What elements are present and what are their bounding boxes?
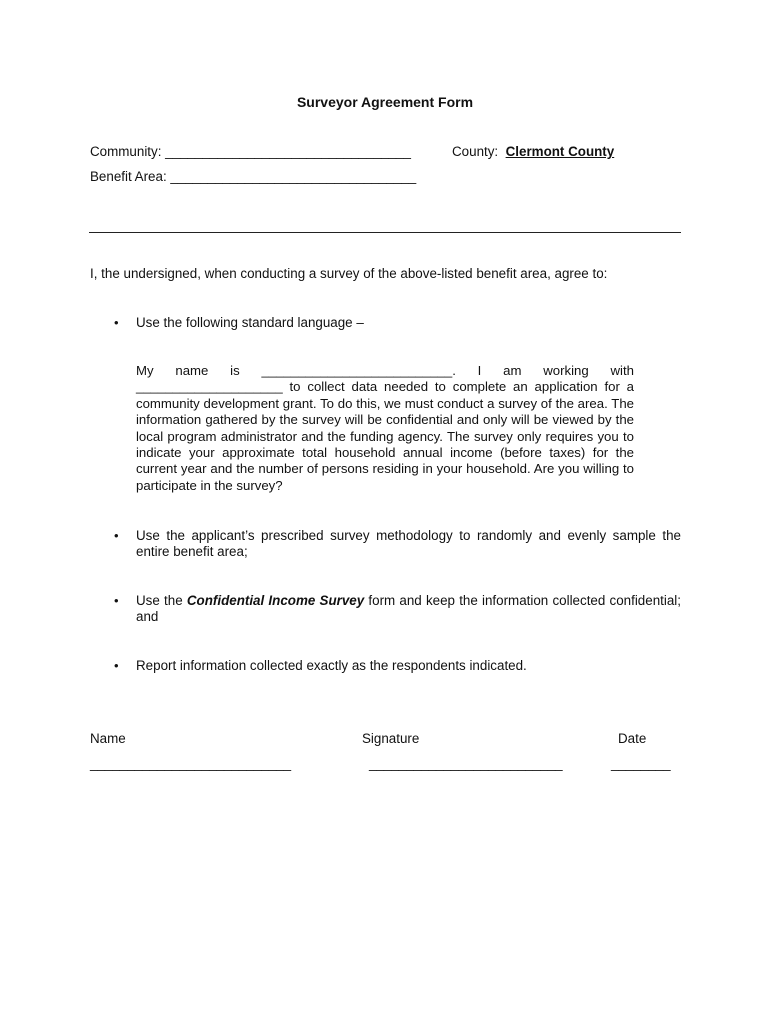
bullet-marker: • bbox=[114, 658, 119, 673]
bullet-methodology: Use the applicant’s prescribed survey methodology to randomly and evenly sample the entire benefit area; bbox=[136, 528, 681, 560]
script-body: ____________________ to collect data needed to complete an application for a community development grant. To do this, we must conduct a survey of the area. The information gathered by the survey will be confidential and only will be viewed by the local program administrator and the funding agency. The survey only requires you to indicate your approximate total household annual income (before taxes) for the current year and the number of persons residing in your household. Are you willing to participate in the survey? bbox=[136, 379, 634, 493]
county-field bbox=[452, 144, 614, 159]
date-line: ________ bbox=[611, 756, 671, 771]
script-first-line: My name is __________________________. I am working with bbox=[136, 363, 634, 378]
bullet-confidential-pre: Use the bbox=[136, 593, 183, 608]
community-blank: _________________________________ bbox=[165, 144, 411, 159]
county-label: County: bbox=[452, 144, 499, 159]
benefit-area-label: Benefit Area: bbox=[90, 169, 167, 184]
benefit-area-field bbox=[90, 169, 416, 184]
section-divider bbox=[89, 232, 681, 233]
bullet-marker: • bbox=[114, 528, 119, 543]
bullet-confidential-post: form and keep the information collected confidential; and bbox=[136, 593, 681, 625]
county-value: Clermont County bbox=[505, 144, 615, 159]
form-title: Surveyor Agreement Form bbox=[296, 94, 474, 110]
name-label: Name bbox=[90, 731, 126, 746]
standard-language-script bbox=[136, 363, 634, 494]
bullet-report-information: Report information collected exactly as the respondents indicated. bbox=[136, 658, 527, 673]
bullet-standard-language: Use the following standard language – bbox=[136, 315, 364, 330]
bullet-confidential-survey bbox=[136, 593, 681, 626]
community-field bbox=[90, 144, 411, 159]
community-label: Community: bbox=[90, 144, 162, 159]
signature-line: __________________________ bbox=[369, 756, 563, 771]
agreement-intro: I, the undersigned, when conducting a survey of the above-listed benefit area, agree to: bbox=[90, 266, 608, 281]
confidential-income-survey-emphasis: Confidential Income Survey bbox=[186, 593, 365, 608]
benefit-area-blank: _________________________________ bbox=[170, 169, 417, 184]
date-label: Date bbox=[618, 731, 647, 746]
bullet-marker: • bbox=[114, 593, 119, 608]
signature-label: Signature bbox=[362, 731, 420, 746]
name-line: ___________________________ bbox=[90, 756, 292, 771]
bullet-marker: • bbox=[114, 315, 119, 330]
